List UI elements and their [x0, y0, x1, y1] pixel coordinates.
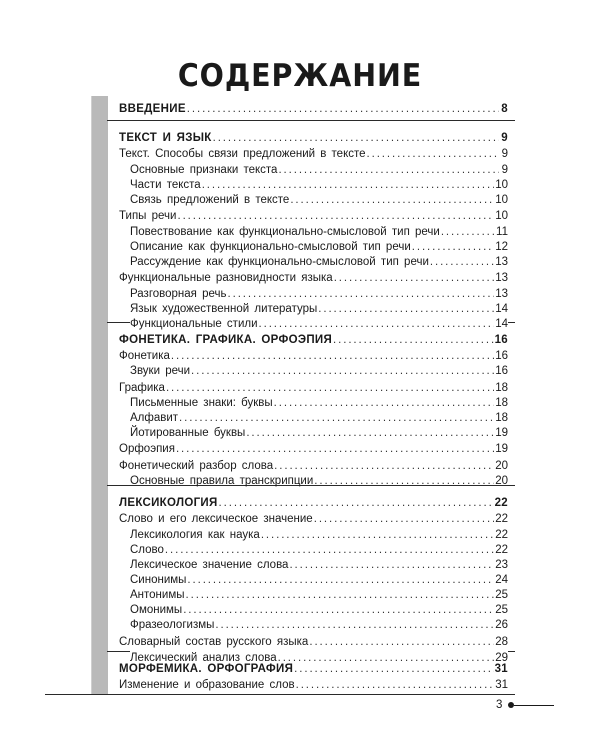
toc-page: 10 [495, 179, 508, 191]
toc-leader [274, 458, 494, 474]
toc-leader [289, 557, 494, 573]
toc-leader [183, 602, 494, 618]
toc-label: Лексикология как наука [130, 529, 260, 541]
toc-page: 19 [495, 427, 508, 439]
toc-label: Лексический анализ слова [130, 652, 277, 664]
toc-leader [215, 617, 494, 633]
toc-leader [274, 395, 495, 411]
toc-subrow[interactable] [130, 587, 508, 603]
toc-section-row[interactable] [119, 101, 508, 117]
toc-page: 13 [495, 288, 508, 300]
toc-label: Функциональные разновидности языка [119, 272, 333, 284]
toc-label: Разговорная речь [130, 288, 227, 300]
toc-subrow[interactable] [130, 542, 508, 558]
toc-page: 22 [495, 529, 508, 541]
toc-leader [186, 587, 495, 603]
toc-leader [191, 363, 494, 379]
toc-row[interactable] [119, 146, 508, 162]
toc-label: Функциональные стили [130, 318, 258, 330]
page-number-line [514, 705, 554, 706]
toc-label: Фразеологизмы [130, 619, 215, 631]
toc-page: 13 [495, 256, 508, 268]
toc-subrow[interactable] [130, 410, 508, 426]
toc-label: Синонимы [130, 574, 187, 586]
toc-leader [165, 542, 494, 558]
page-title: СОДЕРЖАНИЕ [177, 58, 423, 94]
toc-page: 12 [495, 241, 508, 253]
toc-subrow[interactable] [130, 572, 508, 588]
toc-leader [177, 208, 494, 224]
toc-page: 10 [495, 210, 508, 222]
toc-leader [314, 511, 494, 527]
toc-label: ТЕКСТ И ЯЗЫК [119, 132, 212, 144]
toc-label: Словарный состав русского языка [119, 636, 309, 648]
toc-leader [296, 677, 495, 693]
toc-page: 13 [495, 272, 508, 284]
toc-page: 16 [494, 334, 508, 346]
toc-subrow[interactable] [130, 602, 508, 618]
toc-label: Омонимы [130, 604, 183, 616]
toc-page: 11 [496, 226, 508, 238]
toc-subrow[interactable] [130, 363, 508, 379]
toc-page: 20 [495, 460, 508, 472]
toc-label: Части текста [130, 179, 201, 191]
toc-label: ФОНЕТИКА. ГРАФИКА. ОРФОЭПИЯ [119, 334, 333, 346]
toc-page: 23 [495, 559, 508, 571]
toc-page: 16 [495, 350, 508, 362]
toc-page: 14 [495, 318, 508, 330]
toc-subrow[interactable] [130, 254, 508, 270]
toc-label: Йотированные буквы [130, 427, 246, 439]
toc-leader [213, 130, 499, 146]
toc-page: 29 [495, 652, 508, 664]
toc-row[interactable] [119, 270, 508, 286]
toc-subrow[interactable] [130, 286, 508, 302]
toc-leader [290, 192, 494, 208]
toc-page: 31 [494, 663, 508, 675]
toc-label: Типы речи [119, 210, 177, 222]
toc-row[interactable] [119, 441, 508, 457]
toc-subrow[interactable] [130, 473, 508, 489]
toc-page: 10 [495, 194, 508, 206]
toc-leader [166, 380, 494, 396]
toc-row[interactable] [119, 511, 508, 527]
toc-leader [294, 661, 493, 677]
toc-page: 26 [495, 619, 508, 631]
toc-label: Графика [119, 382, 165, 394]
toc-label: Слово [130, 544, 164, 556]
toc-leader [430, 254, 494, 270]
toc-label: Антонимы [130, 589, 185, 601]
toc-row[interactable] [119, 677, 508, 693]
toc-leader [259, 316, 495, 332]
toc-leader [261, 527, 494, 543]
toc-page: 14 [495, 303, 508, 315]
toc-leader [179, 410, 494, 426]
toc-leader [187, 101, 499, 117]
toc-page: 8 [501, 103, 508, 115]
toc-label: Звуки речи [130, 365, 191, 377]
toc-row[interactable] [119, 208, 508, 224]
toc-page: 18 [495, 397, 508, 409]
toc-leader [278, 162, 499, 178]
toc-label: Слово и его лексическое значение [119, 513, 313, 525]
page-footer [496, 696, 554, 714]
toc-leader [314, 473, 494, 489]
toc-leader [171, 348, 494, 364]
toc-label: ВВЕДЕНИЕ [119, 103, 186, 115]
toc-subrow[interactable] [130, 239, 508, 255]
toc-row[interactable] [119, 634, 508, 650]
toc-label: Орфоэпия [119, 443, 175, 455]
toc-label: Описание как функционально-смысловой тип речи [130, 241, 411, 253]
toc-label: Письменные знаки: буквы [130, 397, 273, 409]
toc-leader [202, 177, 495, 193]
toc-page: 18 [495, 382, 508, 394]
toc-label: Связь предложений в тексте [130, 194, 290, 206]
toc-page: 28 [495, 636, 508, 648]
toc-leader [246, 425, 494, 441]
toc-page: 18 [495, 412, 508, 424]
toc-section-row[interactable] [119, 661, 508, 677]
side-bar [91, 96, 108, 694]
toc-label: Фонетика [119, 350, 170, 362]
toc-page: 20 [495, 475, 508, 487]
toc-label: ЛЕКСИКОЛОГИЯ [119, 497, 218, 509]
toc-page: 22 [494, 497, 508, 509]
toc-section-row[interactable] [119, 495, 508, 511]
toc-subrow[interactable] [130, 162, 508, 178]
toc-label: Язык художественной литературы [130, 303, 318, 315]
toc-page: 19 [495, 443, 508, 455]
toc-subrow[interactable] [130, 425, 508, 441]
toc-row[interactable] [119, 380, 508, 396]
toc-subrow[interactable] [130, 177, 508, 193]
toc-leader [309, 634, 494, 650]
toc-label: Рассуждение как функционально-смысловой тип речи [130, 256, 429, 268]
toc-page: 22 [495, 513, 508, 525]
section-divider [107, 120, 515, 121]
toc-leader [334, 270, 495, 286]
toc-page: 24 [495, 574, 508, 586]
toc-page: 25 [495, 589, 508, 601]
toc-page: 9 [501, 132, 508, 144]
toc-page: 22 [495, 544, 508, 556]
toc-subrow[interactable] [130, 617, 508, 633]
toc-subrow[interactable] [130, 557, 508, 573]
toc-subrow[interactable] [130, 192, 508, 208]
toc-subrow[interactable] [130, 527, 508, 543]
toc-leader [176, 441, 494, 457]
toc-leader [318, 301, 494, 317]
toc-leader [228, 286, 495, 302]
toc-page: 9 [501, 164, 508, 176]
toc-row[interactable] [119, 458, 508, 474]
toc-page: 9 [501, 148, 508, 160]
toc-leader [219, 495, 494, 511]
toc-leader [367, 146, 499, 162]
toc-label: Фонетический разбор слова [119, 460, 274, 472]
toc-row[interactable] [119, 348, 508, 364]
toc-leader [412, 239, 494, 255]
toc-leader [333, 332, 494, 348]
toc-subrow[interactable] [130, 224, 508, 240]
toc-leader [441, 224, 495, 240]
toc-leader [187, 572, 494, 588]
toc-label: Основные правила транскрипции [130, 475, 314, 487]
toc-page: 25 [495, 604, 508, 616]
toc-section-row[interactable] [119, 332, 508, 348]
toc-label: Лексическое значение слова [130, 559, 289, 571]
toc-label: Текст. Способы связи предложений в тексте [119, 148, 366, 160]
toc-label: Повествование как функционально-смысловой тип речи [130, 226, 440, 238]
toc-label: МОРФЕМИКА. ОРФОГРАФИЯ [119, 663, 294, 675]
toc-label: Основные признаки текста [130, 164, 278, 176]
toc-label: Изменение и образование слов [119, 679, 295, 691]
toc-section-row[interactable] [119, 130, 508, 146]
toc-subrow[interactable] [130, 395, 508, 411]
toc-subrow[interactable] [130, 316, 508, 332]
toc-label: Алфавит [130, 412, 179, 424]
page-number: 3 [496, 699, 503, 711]
bottom-line [45, 694, 515, 695]
toc-page: 16 [495, 365, 508, 377]
toc-page: 31 [495, 679, 508, 691]
toc-subrow[interactable] [130, 301, 508, 317]
